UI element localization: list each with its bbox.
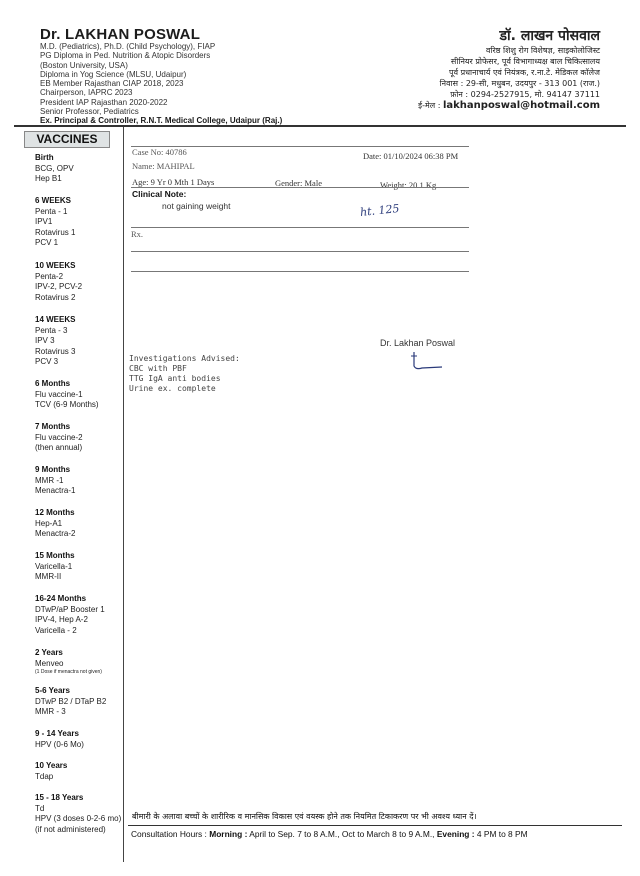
evening-hours: 4 PM to 8 PM (476, 829, 528, 839)
morning-hours: April to Sep. 7 to 8 A.M., Oct to March 8 to 9 A.M., (249, 829, 435, 839)
vaccine-item: (then annual) (35, 443, 83, 452)
qualification-line: EB Member Rajasthan CIAP 2018, 2023 (40, 79, 184, 89)
vaccine-item: Menactra-2 (35, 529, 76, 538)
patient-weight: Weight: 20.1 Kg (380, 180, 437, 190)
rx-rule (131, 271, 469, 272)
vaccine-item: DTwP/aP Booster 1 (35, 604, 105, 614)
hindi-line: निवास : 29-सी, मधुबन, उदयपुर - 313 001 (राज.) (439, 79, 600, 88)
clinical-note-label: Clinical Note: (132, 189, 187, 199)
clinical-note: not gaining weight (162, 201, 231, 211)
vaccine-item: PCV 3 (35, 357, 59, 366)
qualification-line: (Boston University, USA) (40, 60, 128, 70)
sidebar-divider (123, 127, 124, 862)
hindi-header (418, 26, 600, 111)
vaccine-group-title: 10 Years (35, 761, 68, 770)
consult-label: Consultation Hours : (131, 829, 207, 839)
vaccine-group (35, 315, 75, 368)
vaccine-item: Penta-2 (35, 271, 64, 281)
vaccine-item: Flu vaccine-2 (35, 432, 83, 442)
email-address: lakhanposwal@hotmail.com (442, 100, 600, 111)
footer-hindi-note: बीमारी के अलावा बच्चों के शारीरिक व मानसिक विकास एवं वयस्क होने तक नियमित टिकाकरण पर भी अवश्य ध्यान दें। (132, 812, 477, 821)
qualification-line: President IAP Rajasthan 2020-2022 (40, 97, 168, 107)
evening-label: Evening : (436, 829, 475, 839)
vaccine-group-title: 15 - 18 Years (35, 793, 84, 802)
vaccine-group (35, 465, 75, 497)
vaccine-group-title: 12 Months (35, 508, 75, 517)
vaccine-item: Varicella - 2 (35, 625, 77, 635)
footer-divider (128, 825, 622, 826)
email-label: ई-मेल : (418, 101, 441, 110)
vaccine-item: IPV 3 (35, 336, 55, 345)
vaccine-group-title: Birth (35, 153, 54, 162)
vaccine-group (35, 261, 82, 303)
doctor-qualifications (40, 42, 282, 126)
signature-mark (408, 350, 448, 372)
patient-gender: Gender: Male (275, 178, 322, 188)
vaccine-group-title: 5-6 Years (35, 686, 70, 695)
patient-name: Name: MAHIPAL (132, 161, 195, 171)
vaccine-group (35, 422, 83, 454)
vaccine-item: HPV (0-6 Mo) (35, 739, 84, 749)
qualification-line: Senior Professor, Pediatrics (40, 107, 139, 117)
vaccine-item: IPV-4, Hep A-2 (35, 615, 88, 624)
investigation-item: Urine ex. complete (129, 384, 216, 393)
rx-rule (131, 251, 469, 252)
investigations-label: Investigations Advised: (129, 354, 240, 363)
vaccine-group-title: 6 Months (35, 379, 71, 388)
vaccine-item: BCG, OPV (35, 163, 74, 173)
rx-rule (131, 187, 469, 188)
qualification-line: Diploma in Yog Science (MLSU, Udaipur) (40, 69, 187, 79)
investigations (129, 354, 240, 394)
vaccine-item: MMR - 3 (35, 707, 66, 716)
investigation-item: CBC with PBF (129, 364, 187, 373)
vaccine-item: Td (35, 803, 45, 813)
doctor-name: Dr. LAKHAN POSWAL (40, 26, 201, 43)
vaccine-item: Rotavirus 1 (35, 227, 76, 237)
handwritten-note: ht. 125 (359, 201, 401, 220)
visit-date: Date: 01/10/2024 06:38 PM (363, 151, 459, 161)
morning-label: Morning : (209, 829, 248, 839)
header-divider (14, 125, 626, 127)
vaccine-group-title: 10 WEEKS (35, 261, 76, 270)
vaccine-group-title: 15 Months (35, 551, 75, 560)
vaccine-group-title: 7 Months (35, 422, 71, 431)
vaccine-note: (1 Dose if menactra not given) (35, 669, 102, 675)
vaccine-group (35, 686, 106, 718)
hindi-line: फ़ोन : 0294-2527915, मो. 94147 37111 (450, 90, 600, 99)
vaccine-group (35, 648, 102, 676)
vaccine-group (35, 153, 74, 185)
vaccine-item: MMR -1 (35, 475, 64, 485)
position-line: Ex. Principal & Controller, R.N.T. Medical College, Udaipur (Raj.) (40, 116, 283, 126)
patient-age: Age: 9 Yr 0 Mth 1 Days (132, 177, 215, 187)
hindi-line: सीनियर प्रोफेसर, पूर्व विभागाध्यक्ष बाल चिकित्सालय (450, 57, 600, 66)
vaccines-title: VACCINES (24, 131, 110, 148)
rx-rule (131, 227, 469, 228)
vaccine-group (35, 551, 75, 583)
vaccine-item: Tdap (35, 771, 54, 781)
vaccine-item: HPV (3 doses 0-2-6 mo) (35, 814, 122, 823)
hindi-doctor-name: डॉ. लाखन पोसवाल (499, 28, 600, 44)
vaccine-item: Menveo (35, 658, 64, 668)
vaccine-group-title: 6 WEEKS (35, 196, 72, 205)
vaccine-group (35, 508, 75, 540)
vaccine-item: PCV 1 (35, 238, 59, 247)
vaccine-group (35, 761, 67, 782)
signature-name: Dr. Lakhan Poswal (380, 338, 456, 348)
vaccine-group (35, 594, 105, 636)
hindi-line: पूर्व प्रधानाचार्य एवं नियंत्रक, र.ना.टे. मेडिकल कॉलेज (449, 68, 600, 77)
vaccine-item: Flu vaccine-1 (35, 389, 83, 399)
vaccine-group-title: 16-24 Months (35, 594, 87, 603)
rx-label: Rx. (131, 229, 144, 239)
qualification-line: PG Diploma in Ped. Nutrition & Atopic Disorders (40, 51, 211, 61)
vaccine-item: Penta - 3 (35, 325, 68, 335)
email-line (418, 100, 600, 111)
investigation-item: TTG IgA anti bodies (129, 374, 221, 383)
qualification-line: Chairperson, IAPRC 2023 (40, 88, 133, 98)
vaccine-item: IPV1 (35, 217, 53, 226)
vaccine-item: Menactra-1 (35, 486, 76, 495)
vaccine-group (35, 379, 99, 411)
vaccine-item: Hep B1 (35, 174, 62, 183)
vaccine-item: IPV-2, PCV-2 (35, 282, 83, 291)
vaccine-group-title: 14 WEEKS (35, 315, 76, 324)
vaccine-item: Rotavirus 2 (35, 292, 76, 302)
vaccine-group (35, 793, 121, 835)
qualification-line: M.D. (Pediatrics), Ph.D. (Child Psychology), FIAP (40, 42, 216, 51)
vaccine-item: (if not administered) (35, 824, 106, 834)
vaccine-item: DTwP B2 / DTaP B2 (35, 696, 107, 706)
vaccine-item: Hep-A1 (35, 518, 63, 528)
vaccine-group (35, 729, 84, 750)
vaccine-item: MMR-II (35, 572, 62, 581)
vaccine-group (35, 196, 75, 249)
hindi-line: वरिष्ठ शिशु रोग विशेषज्ञ, साइकोलोजिस्ट (485, 46, 600, 55)
vaccine-group-title: 9 - 14 Years (35, 729, 79, 738)
vaccine-item: Penta - 1 (35, 206, 68, 216)
vaccine-item: TCV (6-9 Months) (35, 400, 99, 409)
consultation-hours (131, 829, 528, 839)
vaccine-item: Varicella-1 (35, 561, 73, 571)
vaccine-group-title: 9 Months (35, 465, 71, 474)
case-number: Case No: 40786 (132, 147, 187, 157)
vaccine-group-title: 2 Years (35, 648, 63, 657)
vaccine-item: Rotavirus 3 (35, 346, 76, 356)
